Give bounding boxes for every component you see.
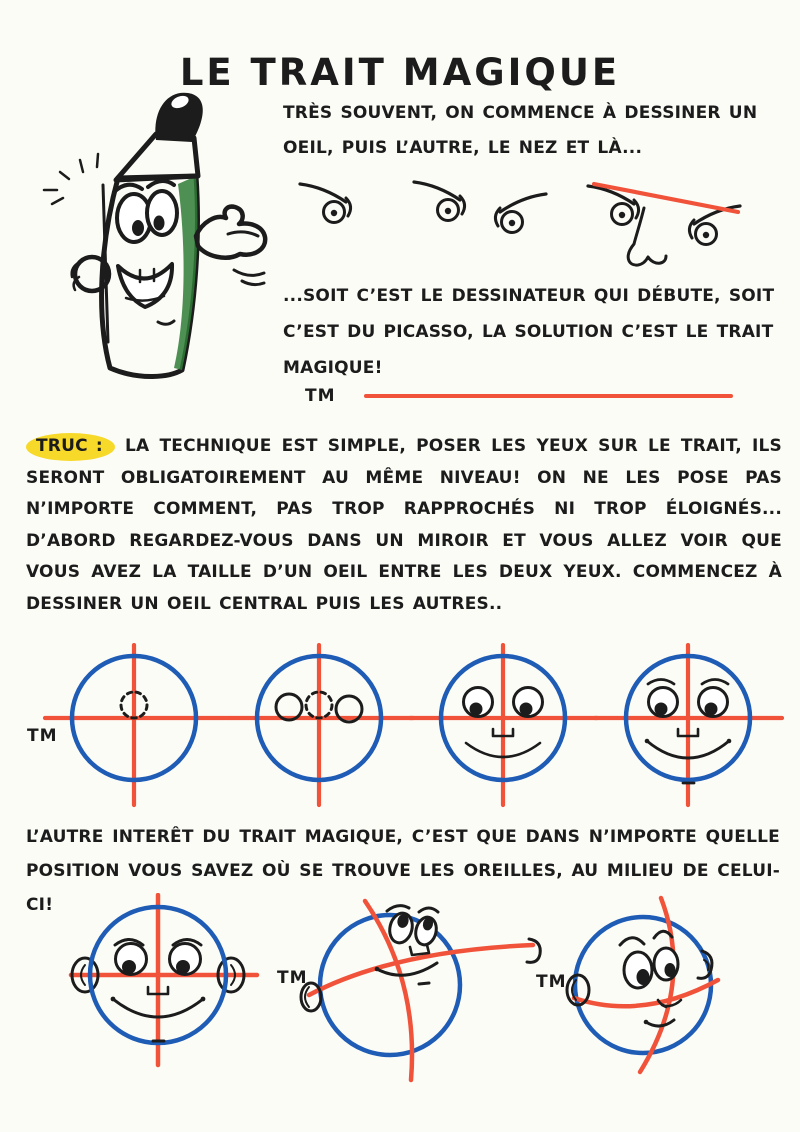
interest-text: L’AUTRE INTERÊT DU TRAIT MAGIQUE, C’EST QUE DANS N’IMPORTE QUELLE POSITION VOUS SAVEZ OÙ SE TROUVE LES OREILLES, AU MILIEU DE CELUI-CI!: [26, 827, 780, 915]
intro-text: TRÈS SOUVENT, ON COMMENCE À DESSINER UN OEIL, PUIS L’AUTRE, LE NEZ ET LÀ...: [283, 103, 758, 158]
face-step-1: [37, 643, 232, 808]
face-step-3: [406, 643, 601, 808]
tm-label: TM: [277, 968, 308, 988]
mirrored-eye-doodle: [495, 194, 546, 233]
truc-paragraph: [26, 431, 782, 620]
truc-text: LA TECHNIQUE EST SIMPLE, POSER LES YEUX SUR LE TRAIT, ILS SERONT OBLIGATOIREMENT AU MÊME NIVEAU! ON NE LES POSE PAS N’IMPORTE COMMENT, PAS TROP RAPPROCHÉS NI TROP ÉLOIGNÉS... D’ABORD REGARDEZ-VOUS DANS UN MIROIR ET VOUS ALLEZ VOIR QUE VOUS AVEZ LA TAILLE D’UN OEIL ENTRE LES DEUX YEUX. COMMENCEZ À DESSINER UN OEIL CENTRAL PUIS LES AUTRES..: [26, 436, 783, 614]
debut-text: ...SOIT C’EST LE DESSINATEUR QUI DÉBUTE, SOIT C’EST DU PICASSO, LA SOLUTION C’EST LE TRAIT MAGIQUE!: [283, 286, 775, 378]
misalignment-red-line: [594, 184, 738, 212]
head-three-quarter-illustration: [558, 890, 736, 1095]
head-tilted-up-illustration: [297, 895, 547, 1095]
face-step-2: [222, 643, 417, 808]
magic-line-legend: [305, 386, 733, 406]
tm-label: TM: [536, 972, 567, 992]
tm-underline: [364, 394, 733, 398]
page-title: LE TRAIT MAGIQUE: [179, 50, 621, 94]
crooked-face-doodle: [588, 184, 740, 265]
head-front-illustration: [55, 893, 290, 1093]
pencil-mascot-illustration: [30, 84, 280, 386]
misaligned-eyes-doodle: [288, 172, 768, 280]
truc-highlight: TRUC :: [26, 433, 115, 461]
eye-with-brow-doodle: [414, 182, 465, 221]
tm-label: TM: [27, 726, 58, 746]
ear-icon: [301, 939, 540, 1011]
single-eye-doodle: [300, 184, 351, 223]
tm-label: TM: [305, 386, 336, 406]
magic-wand-icon: [44, 154, 108, 342]
face-step-4: [591, 643, 786, 808]
